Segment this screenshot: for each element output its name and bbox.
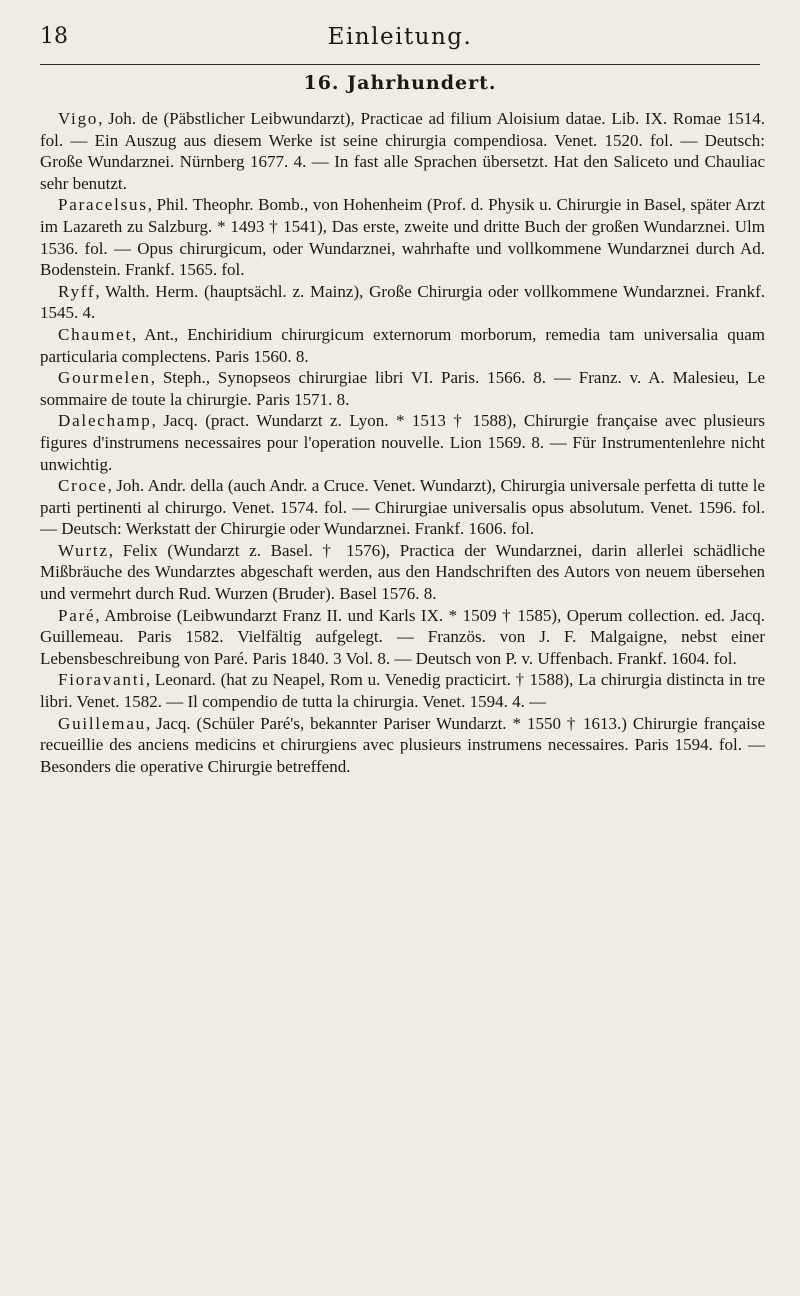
bibliography-entry — [40, 475, 765, 540]
entry-author: Ryff — [58, 281, 96, 301]
entry-author: Paré — [58, 605, 96, 625]
bibliography-entry — [40, 540, 765, 605]
entry-author: Vigo — [58, 109, 99, 128]
bibliography-entry — [40, 713, 765, 778]
entry-text: , Ant., Enchiridium chirurgicum externorum morborum, remedia tam universalia quam particularia complectens. Paris 1560. 8. — [40, 324, 765, 366]
entry-author: Dalechamp — [58, 411, 152, 431]
page-number: 18 — [40, 24, 68, 49]
entry-text: , Jacq. (Schüler Paré's, bekannter Pariser Wundarzt. * 1550 † 1613.) Chirurgie française recueillie des anciens medicins et chirurgiens avec plusieurs instrumens necessaires. Paris 1594. fol. — Besonders die operative Chirurgie betreffend. — [40, 713, 765, 776]
bibliography-entry — [40, 108, 765, 194]
bibliography-entry — [40, 669, 765, 712]
entry-author: Gourmelen — [58, 368, 151, 388]
entry-text: , Phil. Theophr. Bomb., von Hohenheim (Prof. d. Physik u. Chirurgie in Basel, später Arzt im Lazareth zu Salzburg. * 1493 † 1541), Das erste, zweite und dritte Buch der großen Wundarznei. Ulm 1536. fol. — Opus chirurgicum, oder Wundarznei, wahrhafte und vollkommene Wundarznei durch Ad. Bodenstein. Frankf. 1565. fol. — [40, 195, 765, 280]
entry-text: , Walth. Herm. (hauptsächl. z. Mainz), Große Chirurgia oder vollkommene Wundarznei. Frankf. 1545. 4. — [40, 281, 765, 323]
bibliography-list — [40, 108, 765, 777]
entry-text: , Leonard. (hat zu Neapel, Rom u. Venedig practicirt. † 1588), La chirurgia distincta in tre libri. Venet. 1582. — Il compendio de tutta la chirurgia. Venet. 1594. 4. — — [40, 670, 765, 712]
bibliography-entry — [40, 605, 765, 670]
bibliography-entry — [40, 324, 765, 367]
entry-text: , Joh. Andr. della (auch Andr. a Cruce. Venet. Wundarzt), Chirurgia universale perfetta di tutte le parti pertinenti al chirurgo. Venet. 1574. fol. — Chirurgiae universalis opus absolutum. Venet. 1596. fol. — Deutsch: Werkstatt der Chirurgie oder Wundarznei. Frankf. 1606. fol. — [40, 476, 765, 539]
entry-text: , Ambroise (Leibwundarzt Franz II. und Karls IX. * 1509 † 1585), Operum collection. ed. Jacq. Guillemeau. Paris 1582. Vielfältig aufgelegt. — Französ. von J. F. Malgaigne, nebst einer Lebensbeschreibung von Paré. Paris 1840. 3 Vol. 8. — Deutsch von P. v. Uffenbach. Frankf. 1604. fol. — [40, 605, 765, 668]
entry-author: Wurtz — [58, 540, 109, 560]
section-heading: 16. Jahrhundert. — [303, 72, 497, 94]
bibliography-entry — [40, 194, 765, 280]
bibliography-entry — [40, 367, 765, 410]
entry-author: Fioravanti — [58, 670, 146, 690]
entry-text: , Felix (Wundarzt z. Basel. † 1576), Practica der Wundarznei, darin allerlei schädliche Mißbräuche des Wundarztes abgeschaft werden, aus den Handschriften des Autors von neuem übersehen und vermehrt durch Rud. Wurzen (Bruder). Basel 1576. 8. — [40, 540, 765, 604]
entry-text: , Steph., Synopseos chirurgiae libri VI. Paris. 1566. 8. — Franz. v. A. Malesieu, Le sommaire de toute la chirurgie. Paris 1571. 8. — [40, 368, 765, 409]
entry-author: Guillemau — [58, 713, 146, 733]
entry-author: Croce — [58, 476, 108, 496]
bibliography-entry — [40, 281, 765, 324]
bibliography-entry — [40, 410, 765, 475]
page-header — [40, 24, 760, 64]
header-rule — [40, 64, 760, 65]
entry-author: Paracelsus — [58, 195, 148, 215]
entry-text: , Joh. de (Päbstlicher Leibwundarzt), Practicae ad filium Aloisium datae. Lib. IX. Romae 1514. fol. — Ein Auszug aus diesem Werke ist seine chirurgia compendiosa. Venet. 1520. fol. — Deutsch: Große Wundarznei. Nürnberg 1677. 4. — In fast alle Sprachen übersetzt. Hat den Saliceto und Chauliac sehr benutzt. — [40, 109, 765, 193]
running-title: Einleitung. — [327, 24, 473, 50]
entry-author: Chaumet — [58, 324, 132, 344]
entry-text: , Jacq. (pract. Wundarzt z. Lyon. * 1513 † 1588), Chirurgie française avec plusieurs figures d'instrumens necessaires pour l'operation nouvelle. Lion 1569. 8. — Für Instrumentenlehre nicht unwichtig. — [40, 411, 765, 474]
